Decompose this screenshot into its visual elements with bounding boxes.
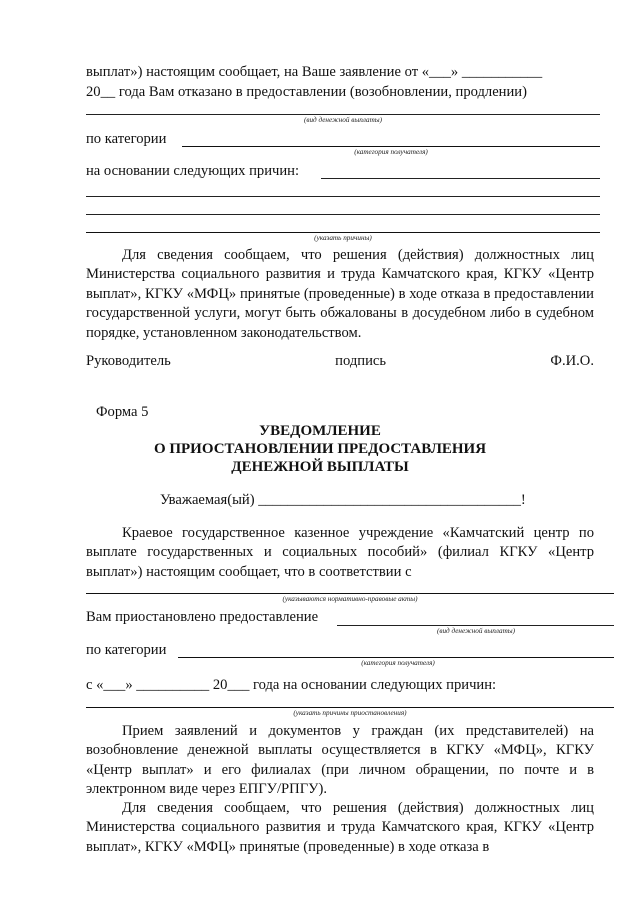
signature-name: Ф.И.О. (550, 353, 594, 369)
date-line: с «___» __________ 20___ года на основании следующих причин: (86, 677, 497, 693)
form-title-3: ДЕНЕЖНОЙ ВЫПЛАТЫ (231, 459, 409, 475)
signature-row (86, 353, 594, 370)
form-title-1: УВЕДОМЛЕНИЕ (259, 423, 381, 439)
signature-head: Руководитель (86, 353, 171, 369)
resume-paragraph: Прием заявлений и документов у граждан (их представителей) на возобновление денежной выплаты осуществляется в КГКУ «МФЦ», КГКУ «Центр выплат» и его филиалах (при личном обращении, по почте и в электронном виде через ЕПГУ/РПГУ). (86, 723, 594, 798)
suspended-payment-caption: (вид денежной выплаты) (436, 627, 516, 635)
greeting: Уважаемая(ый) ____________________________________! (160, 492, 526, 508)
suspension-reasons-caption: (указать причины приостановления) (293, 709, 407, 717)
signature-sign: подпись (335, 353, 387, 369)
top-line-1: выплат») настоящим сообщает, на Ваше заявление от «___» ___________ (86, 64, 543, 80)
category-caption-2: (категория получателя) (361, 659, 435, 667)
reasons-field-4[interactable] (86, 232, 600, 233)
suspension-reasons-field[interactable] (86, 707, 614, 708)
category-field-2[interactable] (178, 657, 614, 658)
payment-type-field[interactable] (86, 114, 600, 115)
acts-caption: (указываются нормативно-правовые акты) (282, 595, 418, 603)
suspended-label: Вам приостановлено предоставление (86, 609, 319, 625)
suspended-payment-field[interactable] (337, 625, 614, 626)
form-title-2: О ПРИОСТАНОВЛЕНИИ ПРЕДОСТАВЛЕНИЯ (153, 441, 487, 457)
reasons-field-3[interactable] (86, 214, 600, 215)
reasons-field-2[interactable] (86, 196, 600, 197)
category-label-2: по категории (86, 642, 167, 658)
appeal-paragraph-2: Для сведения сообщаем, что решения (действия) должностных лиц Министерства социального развития и труда Камчатского края, КГКУ «Центр выплат», КГКУ «МФЦ» принятые (проведенные) в ходе отказа в (86, 800, 594, 855)
reasons-label: на основании следующих причин: (86, 163, 300, 179)
intro-paragraph: Краевое государственное казенное учреждение «Камчатский центр по выплате государственных и социальных пособий» (филиал КГКУ «Центр выплат») настоящим сообщает, что в соответствии с (86, 525, 594, 580)
appeal-paragraph: Для сведения сообщаем, что решения (действия) должностных лиц Министерства социального развития и труда Камчатского края, КГКУ «Центр выплат», КГКУ «МФЦ» принятые (проведенные) в ходе отказа в предоставлении государственной услуги, могут быть обжалованы в досудебном либо в судебном порядке, установленном законодательством. (86, 247, 594, 341)
category-label: по категории (86, 131, 167, 147)
reasons-field-1[interactable] (321, 178, 600, 179)
acts-field[interactable] (86, 593, 614, 594)
category-field[interactable] (182, 146, 600, 147)
top-line-2: 20__ года Вам отказано в предоставлении (возобновлении, продлении) (86, 84, 527, 100)
form-label: Форма 5 (96, 404, 149, 420)
payment-type-caption: (вид денежной выплаты) (303, 116, 383, 124)
reasons-caption: (указать причины) (314, 234, 372, 242)
category-caption: (категория получателя) (354, 148, 428, 156)
